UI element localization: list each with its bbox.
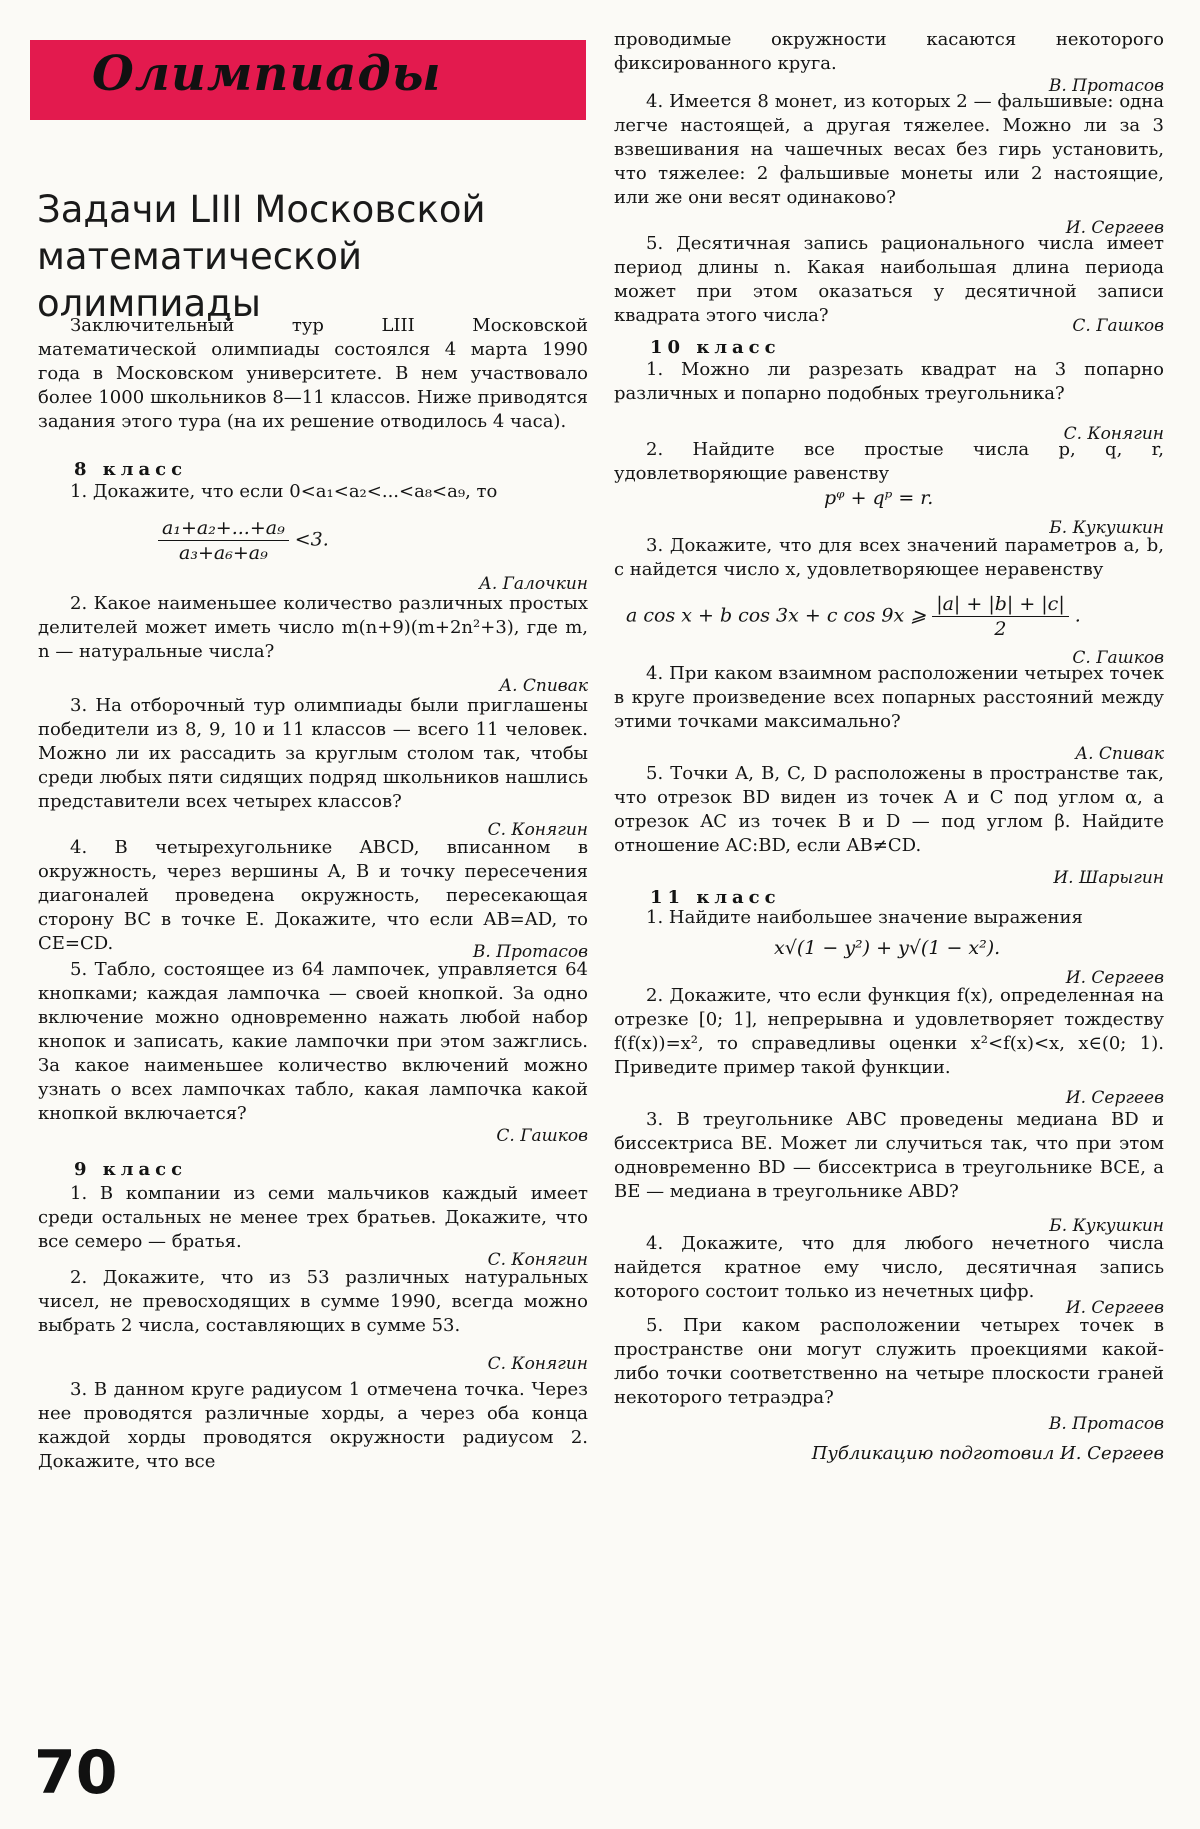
problem-10-2: 2. Найдите все простые числа p, q, r, удовлетворяющие равенству	[614, 439, 1164, 484]
problem-9-2: 2. Докажите, что из 53 различных натуральных чисел, не превосходящих в сумме 1990, всегда можно выбрать 2 числа, составляющих в сумме 53.	[38, 1267, 588, 1336]
author-11-3: Б. Кукушкин	[1049, 1216, 1164, 1236]
author-11-1: И. Сергеев	[1065, 968, 1164, 988]
problem-8-5: 5. Табло, состоящее из 64 лампочек, управляется 64 кнопками; каждая лампочка — своей кнопкой. За одно включение можно одновременно нажать любой набор кнопок и записать, какие лампочки при этом зажглись. За какое наименьшее количество включений можно узнать о всех лампочках табло, какая лампочка какой кнопкой включается?	[38, 959, 588, 1124]
author-10-1: С. Конягин	[1063, 424, 1164, 444]
grade-8-heading: 8 класс	[74, 459, 188, 480]
formula-10-3	[626, 592, 1081, 641]
problem-11-1: 1. Найдите наибольшее значение выражения	[646, 907, 1083, 928]
author-9-2: С. Конягин	[487, 1354, 588, 1374]
problem-10-5: 5. Точки A, B, C, D расположены в пространстве так, что отрезок BD виден из точек A и C под углом α, а отрезок AC из точек B и D — под углом β. Найдите отношение AC:BD, если AB≠CD.	[614, 763, 1164, 856]
section-title: Олимпиады	[92, 46, 442, 102]
author-11-2: И. Сергеев	[1065, 1088, 1164, 1108]
author-8-3: С. Конягин	[487, 820, 588, 840]
article-title: Задачи LIII Московской математической олимпиады	[37, 188, 486, 325]
problem-10-3: 3. Докажите, что для всех значений параметров a, b, c найдется число x, удовлетворяющее неравенству	[614, 535, 1164, 580]
problem-11-2: 2. Докажите, что если функция f(x), определенная на отрезке [0; 1], непрерывна и удовлетворяет тождеству f(f(x))=x², то справедливы оценки x²<f(x)<x, x∈(0; 1). Приведите пример такой функции.	[614, 985, 1164, 1078]
author-8-4: В. Протасов	[472, 942, 588, 962]
formula-10-3-denominator: 2	[932, 616, 1069, 641]
problem-9-3-continued: проводимые окружности касаются некоторого фиксированного круга.	[614, 29, 1164, 74]
author-8-5: С. Гашков	[496, 1126, 588, 1146]
author-10-4: А. Спивак	[1075, 744, 1164, 764]
author-10-5: И. Шарыгин	[1053, 868, 1164, 888]
problem-11-3: 3. В треугольнике ABC проведены медиана BD и биссектриса BE. Может ли случиться так, что при этом одновременно BD — биссектриса в треугольнике BCE, а BE — медиана в треугольнике ABD?	[614, 1109, 1164, 1202]
problem-9-4: 4. Имеется 8 монет, из которых 2 — фальшивые: одна легче настоящей, а другая тяжелее. Можно ли за 3 взвешивания на чашечных весах без гирь установить, что тяжелее: 2 фальшивые монеты или 2 настоящие, или же они весят одинаково?	[614, 91, 1164, 208]
formula-10-3-left: a cos x + b cos 3x + c cos 9x ⩾	[626, 604, 927, 627]
author-8-1: А. Галочкин	[478, 574, 588, 594]
author-9-4: И. Сергеев	[1065, 218, 1164, 238]
author-8-2: А. Спивак	[499, 676, 588, 696]
author-10-2: Б. Кукушкин	[1049, 518, 1164, 538]
formula-8-1-relation: <3.	[294, 528, 329, 551]
formula-10-3-end: .	[1074, 604, 1081, 627]
problem-9-1: 1. В компании из семи мальчиков каждый имеет среди остальных не менее трех братьев. Докажите, что все семеро — братья.	[38, 1183, 588, 1252]
formula-8-1-numerator: a₁+a₂+...+a₉	[162, 517, 285, 539]
problem-10-1: 1. Можно ли разрезать квадрат на 3 попарно различных и попарно подобных треугольника?	[614, 359, 1164, 404]
problem-10-4: 4. При каком взаимном расположении четырех точек в круге произведение всех попарных расстояний между этими точками максимально?	[614, 663, 1164, 732]
grade-10-heading: 10 класс	[650, 337, 781, 358]
author-9-1: С. Конягин	[487, 1250, 588, 1270]
problem-8-3: 3. На отборочный тур олимпиады были приглашены победители из 8, 9, 10 и 11 классов — всего 11 человек. Можно ли их рассадить за круглым столом так, чтобы среди любых пяти сидящих подряд школьников нашлись представители всех четырех классов?	[38, 695, 588, 812]
author-11-5: В. Протасов	[1048, 1414, 1164, 1434]
formula-10-2: pᵠ + qᵖ = r.	[824, 487, 934, 509]
problem-11-4: 4. Докажите, что для любого нечетного числа найдется кратное ему число, десятичная запись которого состоит только из нечетных цифр.	[614, 1233, 1164, 1302]
intro-paragraph: Заключительный тур LIII Московской математической олимпиады состоялся 4 марта 1990 года в Московском университете. В нем участвовало более 1000 школьников 8—11 классов. Ниже приводятся задания этого тура (на их решение отводилось 4 часа).	[38, 315, 588, 432]
publication-credit: Публикацию подготовил И. Сергеев	[811, 1443, 1164, 1464]
formula-10-3-numerator: |a| + |b| + |c|	[936, 593, 1065, 615]
formula-11-1: x√(1 − y²) + y√(1 − x²).	[774, 937, 1001, 959]
problem-9-3: 3. В данном круге радиусом 1 отмечена точка. Через нее проводятся различные хорды, а через оба конца каждой хорды проводятся окружности радиусом 2. Докажите, что все	[38, 1379, 588, 1472]
author-9-3: В. Протасов	[1048, 76, 1164, 96]
author-11-4: И. Сергеев	[1065, 1298, 1164, 1318]
formula-8-1	[158, 516, 329, 565]
problem-11-5: 5. При каком расположении четырех точек в пространстве они могут служить проекциями какой-либо точки соответственно на четыре плоскости граней некоторого тетраэдра?	[614, 1315, 1164, 1408]
author-9-5: С. Гашков	[1072, 316, 1164, 336]
section-banner	[30, 40, 586, 120]
problem-8-1: 1. Докажите, что если 0<a₁<a₂<...<a₈<a₉, то	[70, 481, 498, 502]
author-10-3: С. Гашков	[1072, 648, 1164, 668]
problem-8-2: 2. Какое наименьшее количество различных простых делителей может иметь число m(n+9)(m+2n²+3), где m, n — натуральные числа?	[38, 593, 588, 662]
grade-9-heading: 9 класс	[74, 1159, 188, 1180]
problem-9-5: 5. Десятичная запись рационального числа имеет период длины n. Какая наибольшая длина периода может при этом оказаться у десятичной записи квадрата этого числа?	[614, 233, 1164, 326]
problem-8-4: 4. В четырехугольнике ABCD, вписанном в окружность, через вершины A, B и точку пересечения диагоналей проведена окружность, пересекающая сторону BC в точке E. Докажите, что если AB=AD, то CE=CD.	[38, 837, 588, 954]
formula-8-1-denominator: a₃+a₆+a₉	[158, 540, 289, 565]
grade-11-heading: 11 класс	[650, 887, 781, 908]
page-number: 70	[34, 1738, 118, 1808]
